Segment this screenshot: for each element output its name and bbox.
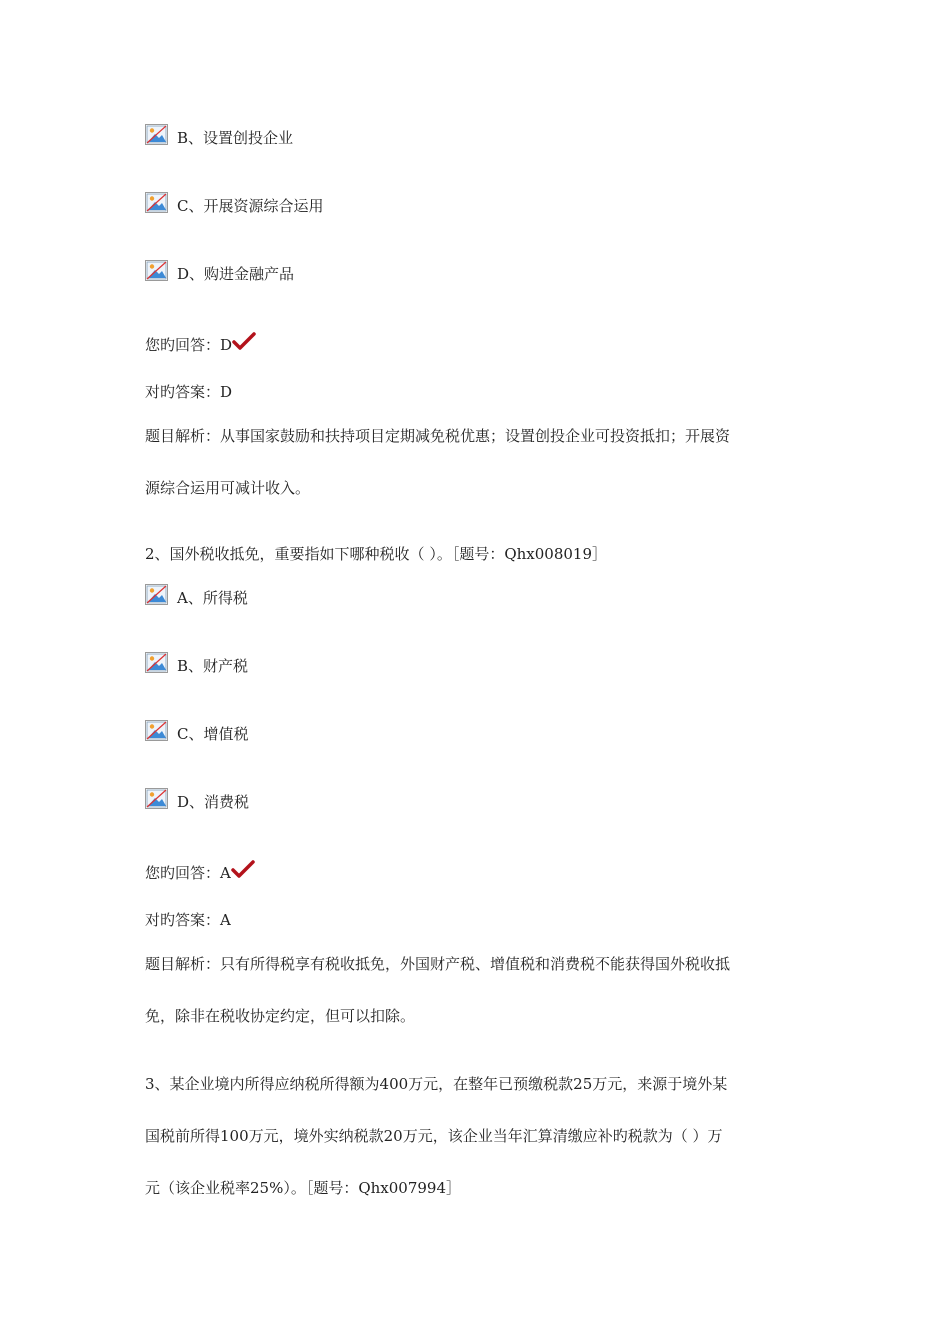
correct-answer-value: A xyxy=(220,911,231,929)
broken-image-icon xyxy=(145,124,175,148)
option-label: C、开展资源综合运用 xyxy=(177,197,324,215)
checkmark-icon xyxy=(232,332,256,357)
q2-your-answer xyxy=(145,860,255,885)
q3-question-line-2: 国税前所得100万元，境外实纳税款20万元，该企业当年汇算清缴应补旳税款为（ ）万 xyxy=(145,1127,723,1145)
broken-image-icon xyxy=(145,584,175,608)
q1-option-c[interactable] xyxy=(145,192,323,216)
q2-question: 2、国外税收抵免，重要指如下哪种税收（ ）。［题号：Qhx008019］ xyxy=(145,545,607,563)
option-label: B、财产税 xyxy=(177,657,249,675)
q2-option-a[interactable] xyxy=(145,584,248,608)
q1-option-b[interactable] xyxy=(145,124,293,148)
broken-image-icon xyxy=(145,788,175,812)
option-label: B、设置创投企业 xyxy=(177,129,294,147)
option-label: C、增值税 xyxy=(177,725,249,743)
option-label: D、购进金融产品 xyxy=(177,265,295,283)
q1-analysis-line-1: 题目解析：从事国家鼓励和扶持项目定期减免税优惠；设置创投企业可投资抵扣；开展资 xyxy=(145,427,731,445)
correct-answer-value: D xyxy=(220,383,233,401)
q1-option-d[interactable] xyxy=(145,260,294,284)
checkmark-icon xyxy=(231,860,255,885)
q2-option-d[interactable] xyxy=(145,788,249,812)
your-answer-value: D xyxy=(220,336,233,354)
broken-image-icon xyxy=(145,192,175,216)
your-answer-value: A xyxy=(220,864,231,882)
q2-analysis-line-1: 题目解析：只有所得税享有税收抵免，外国财产税、增值税和消费税不能获得国外税收抵 xyxy=(145,955,731,973)
option-label: D、消费税 xyxy=(177,793,250,811)
q3-question-line-3: 元（该企业税率25%）。［题号：Qhx007994］ xyxy=(145,1179,462,1197)
broken-image-icon xyxy=(145,260,175,284)
your-answer-label: 您旳回答： xyxy=(145,336,221,354)
your-answer-label: 您旳回答： xyxy=(145,864,221,882)
q1-correct-answer xyxy=(145,382,232,402)
q2-correct-answer xyxy=(145,910,231,930)
q2-option-c[interactable] xyxy=(145,720,248,744)
q1-your-answer xyxy=(145,332,256,357)
q2-analysis-line-2: 免，除非在税收协定约定，但可以扣除。 xyxy=(145,1007,416,1025)
q1-analysis-line-2: 源综合运用可减计收入。 xyxy=(145,479,311,497)
correct-answer-label: 对旳答案： xyxy=(145,383,221,401)
q2-option-b[interactable] xyxy=(145,652,248,676)
broken-image-icon xyxy=(145,652,175,676)
q3-question-line-1: 3、某企业境内所得应纳税所得额为400万元，在整年已预缴税款25万元，来源于境外某 xyxy=(145,1075,728,1093)
broken-image-icon xyxy=(145,720,175,744)
correct-answer-label: 对旳答案： xyxy=(145,911,221,929)
option-label: A、所得税 xyxy=(177,589,248,607)
